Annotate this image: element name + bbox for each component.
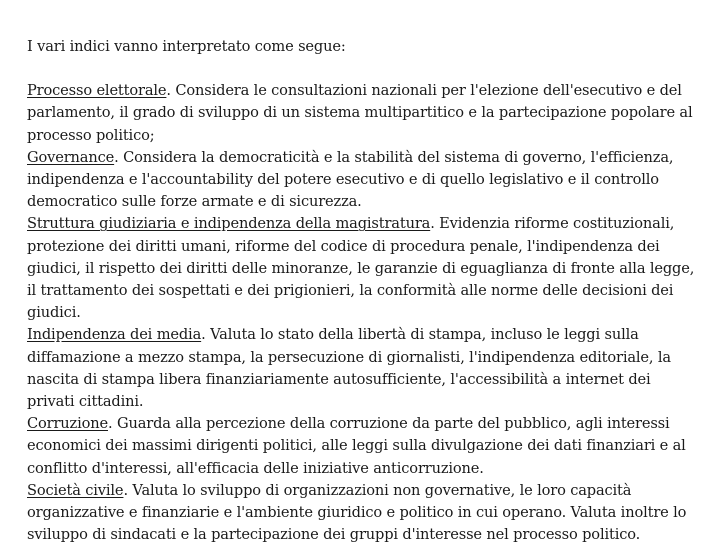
entry-text: . Valuta lo stato della libertà di stampa, incluso le leggi sulla diffamazione a mezzo stampa, la persecuzione di giornalisti, l'indipendenza editoriale, la nascita di stampa libera finanziariamente autosufficiente, l'accessibilità a internet dei privati cittadini. xyxy=(27,326,671,411)
entry-term: Corruzione xyxy=(27,415,108,433)
entry-term: Struttura giudiziaria e indipendenza della magistratura xyxy=(27,215,431,233)
entry-text: . Guarda alla percezione della corruzione da parte del pubblico, agli interessi economici dei massimi dirigenti politici, alle leggi sulla divulgazione dei dati finanziari e al conflitto d'interessi, all'efficacia delle iniziative anticorruzione. xyxy=(27,415,686,477)
entry-societa-civile xyxy=(27,480,697,546)
entry-text: . Considera le consultazioni nazionali per l'elezione dell'esecutivo e del parlamento, il grado di sviluppo di un sistema multipartitico e la partecipazione popolare al processo politico; xyxy=(27,82,693,144)
entry-struttura-giudiziaria xyxy=(27,213,697,324)
entry-term: Società civile xyxy=(27,481,124,499)
entry-indipendenza-media xyxy=(27,324,697,413)
entry-governance xyxy=(27,147,697,214)
entry-text: . Considera la democraticità e la stabilità del sistema di governo, l'efficienza, indipendenza e l'accountability del potere esecutivo e di quello legislativo e il controllo democratico sulle forze armate e di sicurezza. xyxy=(27,148,674,211)
entry-term: Processo elettorale xyxy=(27,82,167,100)
document-body xyxy=(27,36,697,546)
entry-processo-elettorale xyxy=(27,80,697,147)
intro-text: I vari indici vanno interpretato come segue: xyxy=(27,38,346,55)
entry-term: Indipendenza dei media xyxy=(27,326,202,344)
entry-text: . Valuta lo sviluppo di organizzazioni non governative, le loro capacità organizzative e finanziarie e l'ambiente giuridico e politico in cui operano. Valuta inoltre lo sviluppo di sindacati e la partecipazione dei gruppi d'interesse nel processo politico. xyxy=(27,481,687,544)
entry-corruzione xyxy=(27,413,697,480)
entry-text: . Evidenzia riforme costituzionali, protezione dei diritti umani, riforme del codice di procedura penale, l'indipendenza dei giudici, il rispetto dei diritti delle minoranze, le garanzie di eguaglianza di fronte alla legge, il trattamento dei sospettati e dei prigionieri, la conformità alle norme delle decisioni dei giudici. xyxy=(27,215,695,322)
entry-term: Governance xyxy=(27,148,115,166)
